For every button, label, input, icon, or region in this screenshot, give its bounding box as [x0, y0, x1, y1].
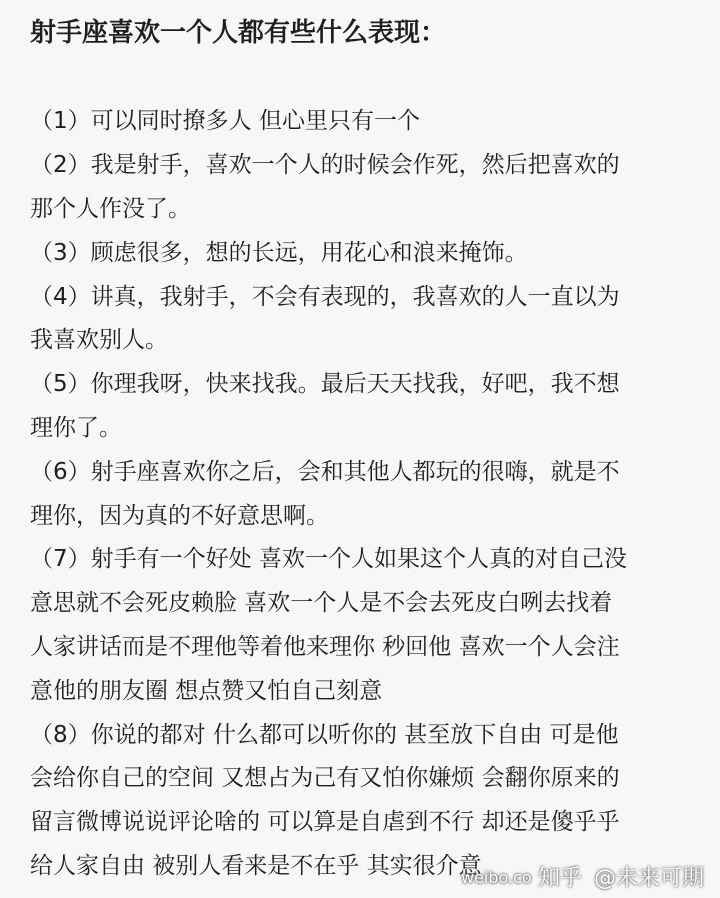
text-line: 会给你自己的空间 又想占为己有又怕你嫌烦 会翻你原来的	[30, 765, 620, 791]
text-line: （6）射手座喜欢你之后，会和其他人都玩的很嗨，就是不	[30, 459, 620, 485]
text-line: 我喜欢别人。	[30, 327, 168, 353]
text-line: 理你，因为真的不好意思啊。	[30, 503, 329, 529]
page-title: 射手座喜欢一个人都有些什么表现：	[30, 18, 447, 48]
text-line: （1）可以同时撩多人 但心里只有一个	[30, 108, 420, 134]
text-line: 理你了。	[30, 415, 122, 441]
weibo-watermark: weibo.co	[461, 868, 532, 887]
text-line: 留言微博说说评论啥的 可以算是自虐到不行 却还是傻乎乎	[30, 809, 620, 835]
text-line: （5）你理我呀，快来找我。最后天天找我，好吧，我不想	[30, 371, 620, 397]
watermark-user: @未来可期	[593, 866, 704, 891]
text-line: （3）顾虑很多，想的长远，用花心和浪来掩饰。	[30, 240, 528, 266]
text-line: （7）射手有一个好处 喜欢一个人如果这个人真的对自己没	[30, 546, 627, 572]
text-line: （2）我是射手，喜欢一个人的时候会作死，然后把喜欢的	[30, 152, 620, 178]
zhihu-watermark	[538, 861, 704, 892]
text-line: 那个人作没了。	[30, 196, 191, 222]
text-line: （4）讲真，我射手，不会有表现的，我喜欢的人一直以为	[30, 284, 620, 310]
watermark-site: 知乎	[537, 866, 582, 891]
text-line: 给人家自由 被别人看来是不在乎 其实很介意	[30, 853, 482, 879]
text-line: 意他的朋友圈 想点赞又怕自己刻意	[30, 678, 383, 704]
text-line: 人家讲话而是不理他等着他来理你 秒回他 喜欢一个人会注	[30, 634, 620, 660]
text-line: 意思就不会死皮赖脸 喜欢一个人是不会去死皮白咧去找着	[30, 590, 613, 616]
text-line: （8）你说的都对 什么都可以听你的 甚至放下自由 可是他	[30, 722, 619, 748]
